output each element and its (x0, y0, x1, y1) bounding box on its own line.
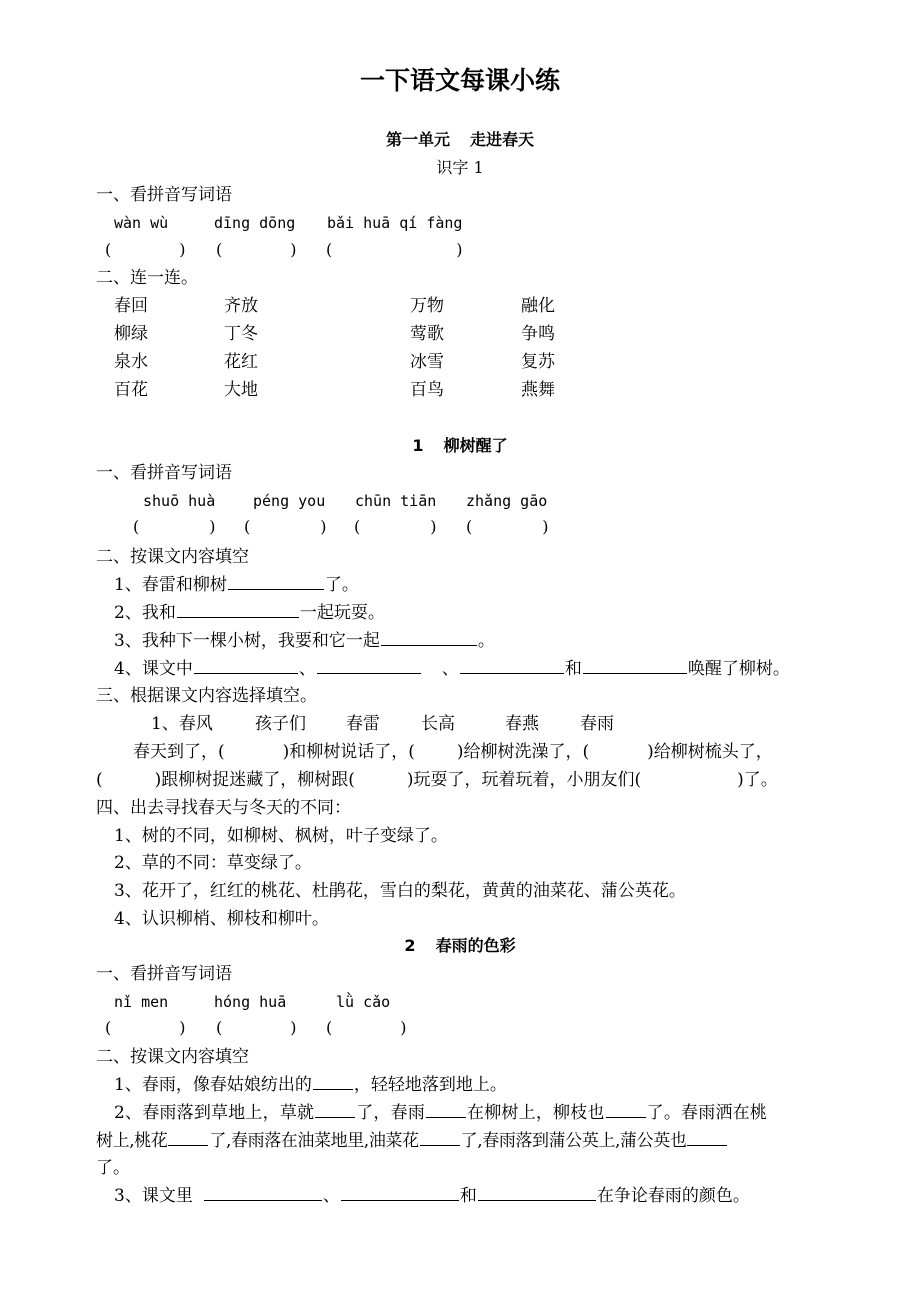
page-title: 一下语文每课小练 (359, 66, 560, 95)
answer-blank[interactable] (606, 1101, 646, 1118)
pinyin: bǎi huā qí fàng (327, 214, 463, 232)
answer-box[interactable]: ( ) (105, 1018, 186, 1037)
list-item: 2、草的不同：草变绿了。 (114, 853, 312, 873)
fill-line: 3、我种下一棵小树，我要和它一起 。 (114, 631, 495, 651)
option-word: 孩子们 (255, 714, 306, 734)
option-word: 长高 (421, 714, 455, 734)
match-word[interactable]: 融化 (521, 296, 555, 316)
answer-box[interactable]: ( ) (216, 1018, 297, 1037)
match-word[interactable]: 万物 (410, 296, 444, 316)
pinyin: chūn tiān (355, 492, 437, 510)
unit-heading (0, 128, 920, 152)
question-label: 二、按课文内容填空 (96, 1047, 249, 1067)
question-label: 一、看拼音写词语 (96, 185, 232, 205)
answer-blank[interactable] (177, 601, 299, 618)
paragraph-line: 春天到了，( )和柳树说话了，( )给柳树洗澡了，( )给柳树梳头了， (133, 742, 773, 762)
question-label: 一、看拼音写词语 (96, 463, 232, 483)
paragraph-line: ( )跟柳树捉迷藏了，柳树跟( )玩耍了，玩着玩着，小朋友们( )了。 (96, 770, 778, 790)
match-word[interactable]: 柳绿 (114, 324, 148, 344)
answer-blank[interactable] (313, 1073, 353, 1090)
pinyin: zhǎng gāo (466, 492, 548, 510)
answer-box[interactable]: ( ) (326, 240, 463, 259)
fill-line: 了。 (96, 1158, 130, 1178)
question-label: 二、连一连。 (96, 268, 198, 288)
answer-blank[interactable] (168, 1129, 208, 1146)
answer-blank[interactable] (315, 1101, 355, 1118)
answer-blank[interactable] (228, 573, 324, 590)
match-word[interactable]: 花红 (224, 352, 258, 372)
match-word[interactable]: 大地 (224, 380, 258, 400)
option-word: 春雨 (580, 714, 614, 734)
fill-line: 树上,桃花 了,春雨落在油菜地里,油菜花 了,春雨落到蒲公英上,蒲公英也 (96, 1129, 728, 1153)
answer-blank[interactable] (204, 1184, 322, 1201)
answer-blank[interactable] (460, 657, 564, 674)
answer-box[interactable]: ( ) (354, 517, 437, 536)
lesson-heading: 2 春雨的色彩 (404, 936, 516, 955)
option-word: 春燕 (505, 714, 539, 734)
option-word: 1、春风 (151, 714, 213, 734)
pinyin: hóng huā (214, 993, 287, 1011)
answer-box[interactable]: ( ) (105, 240, 186, 259)
question-label: 一、看拼音写词语 (96, 964, 232, 984)
answer-box[interactable]: ( ) (133, 517, 216, 536)
fill-line: 1、春雷和柳树 了。 (114, 575, 359, 595)
question-label: 三、根据课文内容选择填空。 (96, 686, 317, 706)
answer-blank[interactable] (478, 1184, 596, 1201)
lesson-heading: 1 柳树醒了 (412, 436, 508, 455)
match-word[interactable]: 泉水 (114, 352, 148, 372)
list-item: 3、花开了，红红的桃花、杜鹃花，雪白的梨花，黄黄的油菜花、蒲公英花。 (114, 881, 686, 901)
match-word[interactable]: 百鸟 (410, 380, 444, 400)
match-word[interactable]: 争鸣 (521, 324, 555, 344)
fill-line: 3、课文里 、 和 在争论春雨的颜色。 (114, 1186, 750, 1206)
pinyin: dīng dōng (214, 214, 296, 232)
section-heading-shizi: 识字 1 (436, 158, 484, 177)
pinyin: wàn wù (114, 214, 169, 232)
answer-blank[interactable] (381, 629, 477, 646)
answer-box[interactable]: ( ) (326, 1018, 407, 1037)
match-word[interactable]: 春回 (114, 296, 148, 316)
answer-blank[interactable] (583, 657, 687, 674)
question-label: 四、出去寻找春天与冬天的不同： (96, 798, 351, 818)
match-word[interactable]: 丁冬 (224, 324, 258, 344)
fill-line: 1、春雨，像春姑娘纺出的 ，轻轻地落到地上。 (114, 1075, 507, 1095)
option-word: 春雷 (346, 714, 380, 734)
list-item: 4、认识柳梢、柳枝和柳叶。 (114, 909, 329, 929)
unit-name: 走进春天 (470, 130, 535, 149)
answer-blank[interactable] (194, 657, 298, 674)
answer-blank[interactable] (341, 1184, 459, 1201)
match-word[interactable]: 齐放 (224, 296, 258, 316)
pinyin: péng you (253, 492, 326, 510)
answer-blank[interactable] (687, 1129, 727, 1146)
match-word[interactable]: 燕舞 (521, 380, 555, 400)
question-label: 二、按课文内容填空 (96, 547, 249, 567)
unit-label: 第一单元 (385, 130, 450, 149)
match-word[interactable]: 百花 (114, 380, 148, 400)
answer-box[interactable]: ( ) (244, 517, 327, 536)
list-item: 1、树的不同，如柳树、枫树，叶子变绿了。 (114, 826, 448, 846)
pinyin: nǐ men (114, 993, 169, 1011)
fill-line: 2、春雨落到草地上，草就 了，春雨 在柳树上，柳枝也 了。春雨洒在桃 (114, 1103, 768, 1123)
answer-box[interactable]: ( ) (216, 240, 297, 259)
fill-line: 4、课文中 、 、 和 唤醒了柳树。 (114, 659, 790, 679)
match-word[interactable]: 冰雪 (410, 352, 444, 372)
match-word[interactable]: 莺歌 (410, 324, 444, 344)
answer-box[interactable]: ( ) (466, 517, 549, 536)
answer-blank[interactable] (426, 1101, 466, 1118)
fill-line: 2、我和 一起玩耍。 (114, 603, 385, 623)
answer-blank[interactable] (420, 1129, 460, 1146)
answer-blank[interactable] (317, 657, 421, 674)
match-word[interactable]: 复苏 (521, 352, 555, 372)
pinyin: shuō huà (143, 492, 216, 510)
pinyin: lǜ cǎo (336, 993, 391, 1011)
